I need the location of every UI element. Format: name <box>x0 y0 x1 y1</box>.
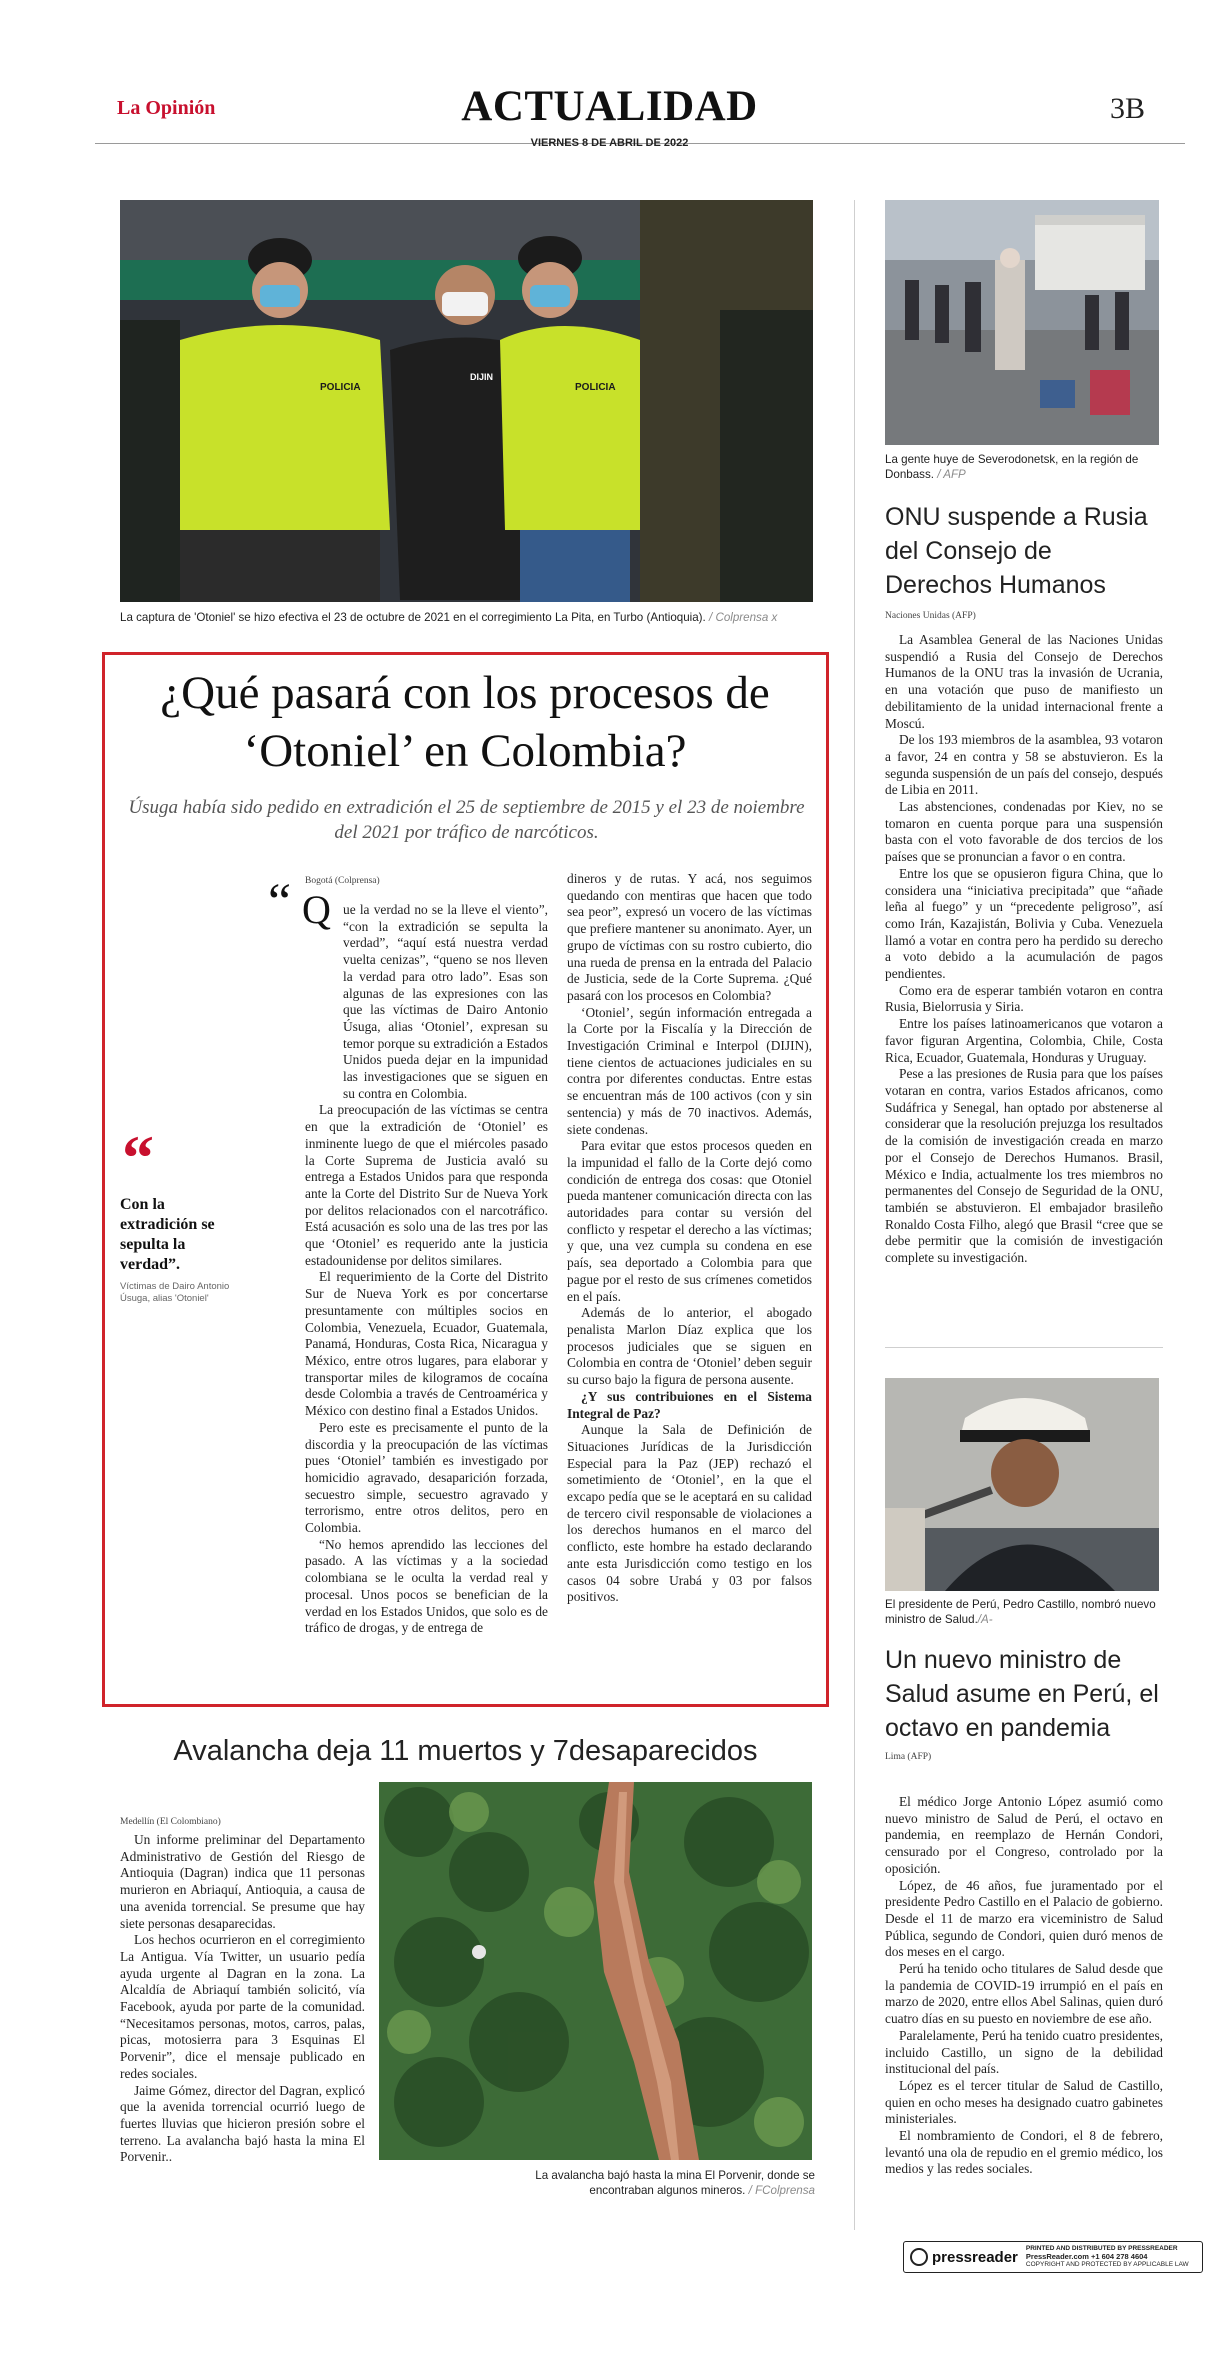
page-number: 3B <box>1110 92 1146 125</box>
onu-para: Las abstenciones, condenadas por Kiev, no se tomaron en cuenta porque para una suspensión basta con el voto favorable de dos tercios de los países que se pronuncian a favor o en contra. <box>885 799 1163 865</box>
main-col2-para: ‘Otoniel’, según información entregada a la Corte por la Fiscalía y la Dirección de Investigación Criminal e Interpol (DIJIN), tiene cientos de actuaciones judiciales en su contra por diferentes conductas. Entre estas se encuentran más de 100 activos (con y sin sentencia) y más de 70 inactivos. Además, siete condenas. <box>567 1004 812 1137</box>
avalanche-photo <box>379 1782 812 2160</box>
peru-para: El nombramiento de Condori, el 8 de febrero, levantó una ola de repudio en el gremio médico, los medios y las redes sociales. <box>885 2128 1163 2177</box>
shirt-label: DIJIN <box>470 372 494 382</box>
main-col2-para: Para evitar que estos procesos queden en la impunidad el fallo de la Corte dejó como condición de entrega dos cosas: que Otoniel pueda mantener comunicación directa con las autoridades para contar su versión del conflicto y respetar el derecho a las víctimas; y que, una vez cumpla su condena en ese país, sea deportado a Colombia para que pague por el resto de sus crímenes cometidos en el país. <box>567 1138 812 1304</box>
vest-label: POLICIA <box>320 382 361 393</box>
main-col1-para: La preocupación de las víctimas se centra en que la extradición de ‘Otoniel’ es inminente luego de que el miércoles pasado la Corte Suprema de Justicia avaló su entrega a Estados Unidos para que responda ante la Corte del Distrito Sur de Nueva York por delitos relacionados con el narcotráfico. Está acusación es solo una de las tres por las que ‘Otoniel’ es requerido ante la justicia estadounidense por delitos similares. <box>305 1102 548 1268</box>
avalanche-body <box>120 1832 365 2166</box>
main-col2-para: Además de lo anterior, el abogado penalista Marlon Díaz explica que los procesos judiciales que se siguen en Colombia en contra de ‘Otoniel’ deben seguir su curso bajo la figura de persona ausente. <box>567 1305 812 1388</box>
peru-dateline: Lima (AFP) <box>885 1752 932 1762</box>
onu-para: Pese a las presiones de Rusia para que los países votaran en contra, varios Estados africanos, como Sudáfrica y Senegal, han optado por abstenerse al considerar que la resolución prejuzga los resultados de la comisión de investigación creada en marzo por el Consejo de Derechos Humanos. Brasil, México e India, actualmente los tres miembros no permanentes del Consejo de Seguridad de la ONU, también se abstuvieron. El embajador brasileño Ronaldo Costa Filho, alegó que Brasil “cree que se debe permitir que la comisión de investigación complete su investigación. <box>885 1066 1163 1266</box>
main-dateline: Bogotá (Colprensa) <box>305 876 380 886</box>
main-col1-para: Pero este es precisamente el punto de la discordia y la preocupación de las víctimas pues ‘Otoniel’ también es investigado por homicidio agravado, desaparición forzada, secuestro simple, secuestro agravado y terrorismo, entre otros delitos, pero en Colombia. <box>305 1419 548 1536</box>
peru-para: López es el tercer titular de Salud de Castillo, quien en ocho meses ha designado cuatro gabinetes ministeriales. <box>885 2077 1163 2127</box>
peru-body <box>885 1794 1163 2178</box>
onu-para: La Asamblea General de las Naciones Unidas suspendió a Rusia del Consejo de Derechos Humanos de la ONU tras la invasión de Ucrania, en una votación que puso de manifiesto un debilitamiento de la unidad internacional frente a Moscú. <box>885 632 1163 731</box>
pressreader-logo-text: pressreader <box>932 2248 1018 2266</box>
dropcap-letter: Q <box>302 887 331 932</box>
main-col1-para: “No hemos aprendido las lecciones del pasado. A las víctimas y a la sociedad colombiana se le oculta la verdad real y procesal. Unos pocos se benefician de la verdad en los Estados Unidos, que solo es de tráfico de drogas, y de entrega de <box>305 1536 548 1636</box>
pressreader-icon <box>910 2248 928 2266</box>
issue-date: VIERNES 8 DE ABRIL DE 2022 <box>530 137 689 149</box>
castillo-credit: /A- <box>977 1613 993 1626</box>
onu-body <box>885 632 1163 1267</box>
main-col1-para: El requerimiento de la Corte del Distrito Sur de Nueva York es por concertarse presuntamente con múltiples socios en Colombia, Venezuela, Ecuador, Guatemala, Panamá, Honduras, Costa Rica, Nicaragua y México, entre otros lugares, para elaborar y transportar miles de kilogramos de cocaína desde Colombia a través de Centroamérica y México con destino final a Estados Unidos. <box>305 1269 548 1419</box>
avalanche-para: Jaime Gómez, director del Dagran, explicó que la avenida torrencial ocurrió luego de fuertes lluvias que hicieron presión sobre el terreno. La avalancha bajó hasta la mina El Porvenir.. <box>120 2082 365 2165</box>
main-column-2 <box>567 871 812 1606</box>
castillo-photo <box>885 1378 1159 1591</box>
onu-headline: ONU suspende a Rusia del Consejo de Derechos Humanos <box>885 503 1148 599</box>
pressreader-legal: PRINTED AND DISTRIBUTED BY PRESSREADER PressReader.com +1 604 278 4604 COPYRIGHT AND PROTECTED BY APPLICABLE LAW <box>1025 2245 1189 2268</box>
dropcap-quote-mark: “ <box>268 874 292 931</box>
donbass-credit: / AFP <box>937 468 966 481</box>
peru-para: López, de 46 años, fue juramentado por el presidente Pedro Castillo en el Palacio de gobierno. Desde el 11 de marzo era viceministro de Salud Pública, segundo de Condori, quien duró menos de dos meses en el cargo. <box>885 1877 1163 1960</box>
avalanche-para: Los hechos ocurrieron en el corregimiento La Antigua. Vía Twitter, un usuario pedía ayuda urgente al Dagran en la zona. La Alcaldía de Abriaquí también solicitó, vía Facebook, ayuda por parte de la comunidad. “Necesitamos personas, motos, carros, palas, picas, motosierra para 3 Esquinas El Porvenir”, dice el mensaje publicado en redes sociales. <box>120 1932 365 2081</box>
pressreader-badge[interactable] <box>903 2241 1203 2273</box>
pullquote-attribution: Víctimas de Dairo Antonio Úsuga, alias 'Otoniel' <box>120 1281 230 1304</box>
main-column-1 <box>305 902 548 1637</box>
main-deck: Úsuga había sido pedido en extradición el 25 de septiembre de 2015 y el 23 de noiembre del 2021 por tráfico de narcóticos. <box>128 797 805 843</box>
avalanche-dateline: Medellín (El Colombiano) <box>120 1817 221 1827</box>
main-col2-subhead: ¿Y sus contribuiones en el Sistema Integral de Paz? <box>567 1388 812 1421</box>
lead-photo-credit: / Colprensa x <box>709 611 778 624</box>
main-headline: ¿Qué pasará con los procesos de ‘Otoniel’ en Colombia? <box>160 667 770 777</box>
peru-para: Perú ha tenido ocho titulares de Salud desde que la pandemia de COVID-19 irrumpió en el país en marzo de 2020, entre ellos Abel Salinas, quien duró cuatro días en su puesto en noviembre de ese año. <box>885 1961 1163 2027</box>
lead-photo <box>120 200 813 602</box>
onu-para: Entre los que se opusieron figura China, que lo considera una “iniciativa precipitada” que “añade leña al fuego” y un “precedente peligroso”, así como Irán, Kazajistán, Bolivia y Cuba. Venezuela llamó a votar en contra pero ha perdido su derecho a voto debido a la acumulación de pagos pendientes. <box>885 865 1163 982</box>
avalanche-headline: Avalancha deja 11 muertos y 7desaparecidos <box>173 1735 758 1767</box>
main-col1-para: ue la verdad no se la lleve el viento”, “con la extradición se sepulta la verdad”, “aquí está nuestra verdad vuelta cenizas”, “queno se nos lleven la verdad para otro lado”. Esas son algunas de las expresiones con las que las víctimas de Dairo Antonio Úsuga, alias ‘Otoniel’, expresan su temor porque su extradición a Estados Unidos pueda dejar en la impunidad las investigaciones que se siguen en su contra en Colombia. <box>343 902 548 1101</box>
peru-headline: Un nuevo ministro de Salud asume en Perú, el octavo en pandemia <box>885 1646 1159 1742</box>
donbass-photo <box>885 200 1159 445</box>
avalanche-para: Un informe preliminar del Departamento Administrativo de Gestión del Riesgo de Antioquia (Dagran) indica que 11 personas murieron en Abriaquí, Antioquia, a causa de una avenida torrencial. Se presume que hay siete personas desaparecidas. <box>120 1832 365 1931</box>
pullquote-text: Con la extradición se sepulta la verdad”. <box>120 1196 215 1273</box>
avalanche-caption: La avalancha bajó hasta la mina El Porvenir, donde se encontraban algunos mineros. / FColprensa <box>535 2169 815 2197</box>
main-col2-para: dineros y de rutas. Y acá, nos seguimos quedando con mentiras que hacen que todo sea peor”, expresó un vocero de las víctimas que prefiere mantener su anonimato. Ayer, un grupo de víctimas con su rostro cubierto, dio una rueda de prensa en la entrada del Palacio de Justicia, sede de la Corte Suprema. ¿Qué pasará con los procesos en Colombia? <box>567 871 812 1003</box>
peru-para: Paralelamente, Perú ha tenido cuatro presidentes, incluido Castillo, un signo de la debilidad institucional del país. <box>885 2027 1163 2077</box>
section-title: ACTUALIDAD <box>461 83 758 130</box>
castillo-caption: El presidente de Perú, Pedro Castillo, nombró nuevo ministro de Salud./A- <box>885 1598 1156 1626</box>
donbass-caption: La gente huye de Severodonetsk, en la región de Donbass. / AFP <box>885 453 1139 481</box>
main-col2-para: Aunque la Sala de Definición de Situaciones Jurídicas de la Jurisdicción Especial para la Paz (JEP) rechazó el sometimiento de ‘Otoniel’, en la que el excapo pedía que se le aceptará en su calidad de tercero civil responsable de violaciones a los derechos humanos en el marco del conflicto, este hombre ha estado declarando ante esta Jurisdicción como testigo en los casos 04 sobre Urabá y 03 por falsos positivos. <box>567 1422 812 1605</box>
onu-para: Como era de esperar también votaron en contra Rusia, Bielorrusia y Siria. <box>885 982 1163 1015</box>
peru-para: El médico Jorge Antonio López asumió como nuevo ministro de Salud de Perú, el octavo en pandemia, en reemplazo de Hernán Condori, censurado por el Congreso, controlado por la oposición. <box>885 1794 1163 1876</box>
lead-photo-caption: La captura de 'Otoniel' se hizo efectiva el 23 de octubre de 2021 en el corregimiento La Pita, en Turbo (Antioquia). / Colprensa x <box>120 611 778 624</box>
brand-logo: La Opinión <box>117 97 216 119</box>
column-divider <box>854 200 855 2230</box>
right-story-divider <box>885 1347 1163 1348</box>
vest-label-right: POLICIA <box>575 382 616 393</box>
pullquote-mark: “ <box>122 1122 154 1193</box>
onu-para: Entre los países latinoamericanos que votaron a favor figuran Argentina, Colombia, Chile, Costa Rica, Ecuador, Guatemala, Honduras y Uruguay. <box>885 1016 1163 1065</box>
onu-para: De los 193 miembros de la asamblea, 93 votaron a favor, 24 en contra y 58 se abstuvieron. Es la segunda suspensión de un país del consejo, después de Libia en 2011. <box>885 732 1163 798</box>
avalanche-credit: / FColprensa <box>748 2184 815 2197</box>
onu-dateline: Naciones Unidas (AFP) <box>885 611 976 621</box>
